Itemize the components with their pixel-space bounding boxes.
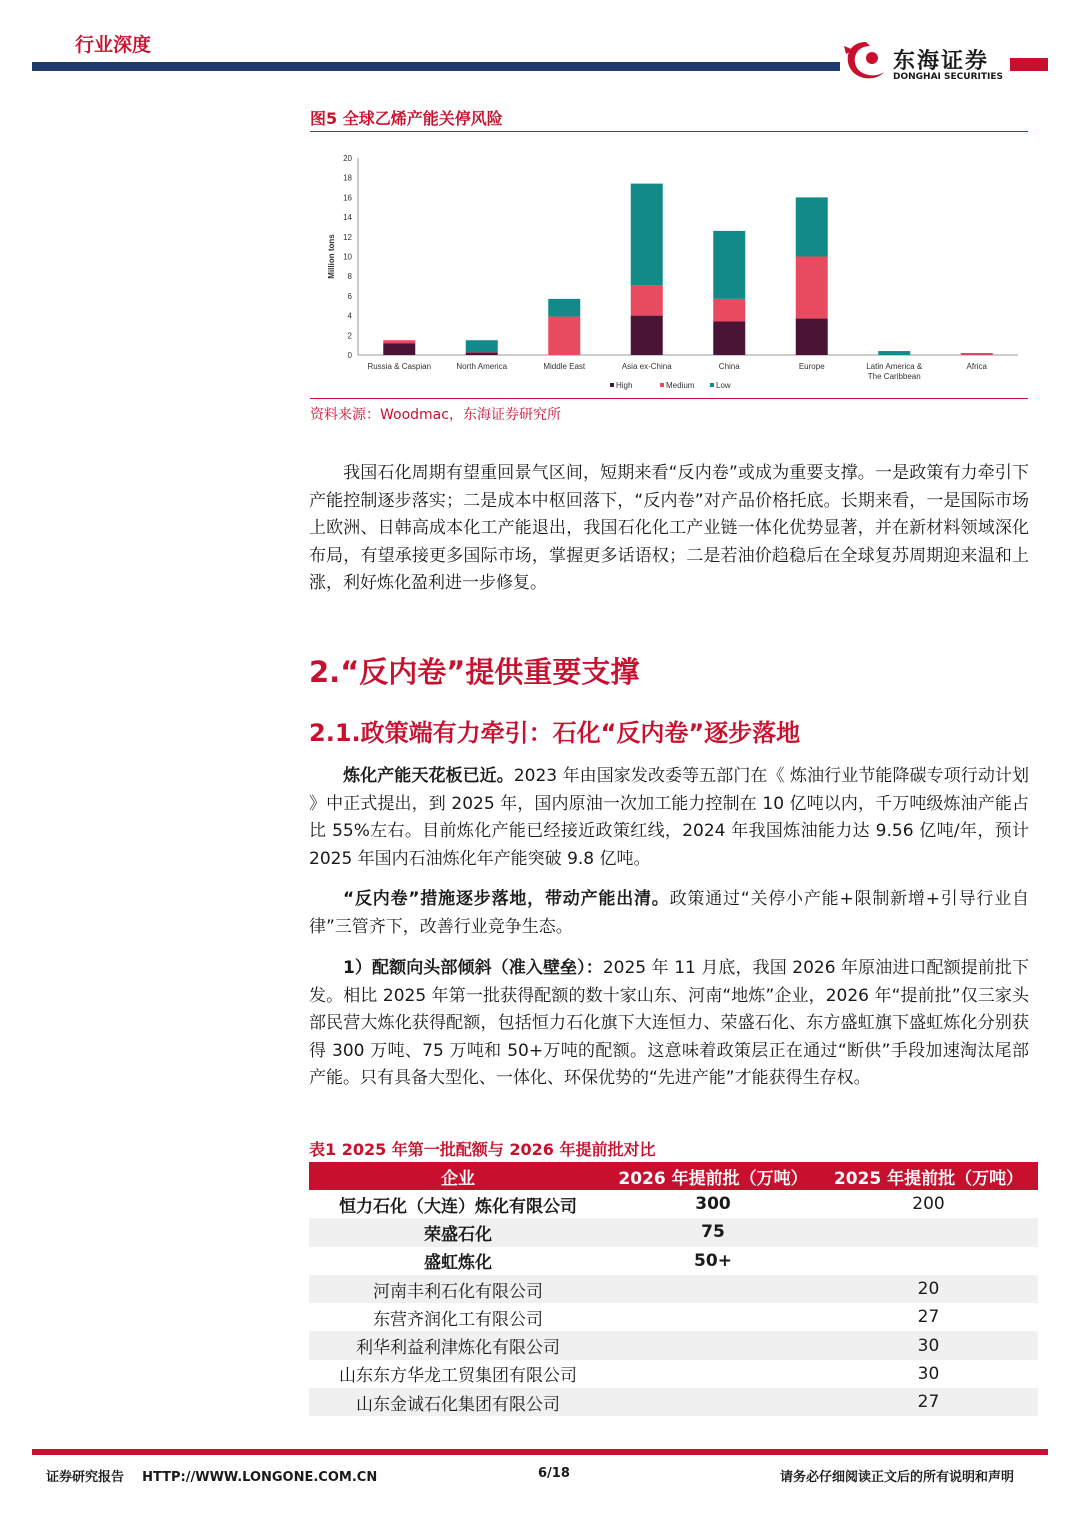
table-cell-company: 恒力石化（大连）炼化有限公司 (339, 1196, 577, 1217)
table-cell-company: 山东金诚石化集团有限公司 (309, 1388, 607, 1416)
table-cell-2025 (819, 1247, 1038, 1275)
x-tick-label: The Caribbean (867, 372, 921, 381)
bar-low-segment (466, 340, 498, 352)
quota-table (309, 1162, 1038, 1416)
bar-low-segment (796, 197, 828, 256)
x-tick-label: Latin America & (866, 362, 923, 371)
bar-low-segment (713, 231, 745, 299)
y-axis-label: Million tons (327, 234, 336, 279)
bar-medium-segment (383, 340, 415, 343)
table-cell-2026 (607, 1331, 819, 1359)
table-cell-company: 山东东方华龙工贸集团有限公司 (339, 1366, 577, 1387)
table-cell-2025: 27 (917, 1307, 940, 1328)
paragraph-quota (309, 955, 1029, 1093)
bar-high-segment (796, 319, 828, 355)
x-tick-label: Europe (798, 362, 825, 371)
table-row (309, 1331, 1038, 1359)
table-cell-2025: 200 (912, 1194, 945, 1215)
x-tick-label: Russia & Caspian (367, 362, 432, 371)
paragraph-quota-text: 2025 年 11 月底，我国 2026 年原油进口配额提前批下发。相比 2025 年第一批获得配额的数十家山东、河南“地炼”企业，2026 年“提前批”仅三家头部民营大炼化获得配额，包括恒力石化旗下大连恒力、荣盛石化、东方盛虹旗下盛虹炼化分别获得 300 万吨、75 万吨和 50+万吨的配额。这意味着政策层正在通过“断供”手段加速淘汰尾部产能。只有具备大型化、一体化、环保优势的“先进产能”才能获得生存权。 (309, 958, 1029, 1088)
y-tick-label: 8 (347, 272, 352, 282)
table-cell-2025: 30 (917, 1363, 940, 1384)
table-cell-2025 (819, 1218, 1038, 1246)
paragraph-measures (309, 886, 1029, 941)
y-tick-label: 20 (343, 154, 352, 163)
y-tick-label: 2 (347, 331, 352, 341)
y-tick-label: 10 (343, 252, 352, 262)
table-cell-2026: 300 (695, 1194, 731, 1215)
table-row (309, 1360, 1038, 1388)
header-accent-bar (1010, 58, 1048, 71)
paragraph-measures-lead: “反内卷”措施逐步落地，带动产能出清。 (343, 889, 670, 909)
bar-medium-segment (796, 257, 828, 319)
table-row (309, 1247, 1038, 1275)
table-row (309, 1388, 1038, 1416)
y-tick-label: 14 (343, 213, 352, 223)
table-cell-2026: 50+ (694, 1250, 732, 1271)
figure-source: 资料来源：Woodmac，东海证券研究所 (310, 407, 561, 423)
table-cell-2026 (607, 1388, 819, 1416)
y-tick-label: 16 (343, 193, 352, 203)
y-tick-label: 6 (347, 291, 352, 301)
bar-medium-segment (548, 317, 580, 355)
x-tick-label: Africa (966, 362, 987, 371)
logo-text-cn: 东海证券 (893, 49, 990, 74)
legend-swatch (710, 383, 714, 387)
table-cell-company: 盛虹炼化 (424, 1253, 492, 1274)
table-header-2025: 2025 年提前批（万吨） (819, 1162, 1038, 1190)
bar-medium-segment (631, 285, 663, 316)
bar-high-segment (631, 316, 663, 355)
paragraph-measures-text: 政策通过“关停小产能+限制新增+引导行业自律”三管齐下，改善行业竞争生态。 (309, 889, 1029, 937)
table-row (309, 1218, 1038, 1246)
legend-swatch (610, 383, 614, 387)
x-tick-label: Asia ex-China (621, 362, 672, 371)
table-row (309, 1190, 1038, 1218)
bar-high-segment (466, 353, 498, 355)
bar-medium-segment (713, 299, 745, 322)
table-header-row (309, 1162, 1038, 1190)
paragraph-capacity-ceiling (309, 763, 1029, 873)
x-tick-label: Middle East (543, 362, 586, 371)
table-cell-company: 河南丰利石化有限公司 (309, 1275, 607, 1303)
header-section-title: 行业深度 (75, 34, 152, 56)
table-header-company: 企业 (309, 1162, 607, 1190)
legend-label: Medium (666, 381, 695, 390)
y-tick-label: 0 (347, 351, 352, 360)
table-cell-2026 (607, 1303, 819, 1331)
donghai-logo-icon (836, 36, 896, 84)
subsection-heading: 2.1.政策端有力牵引：石化“反内卷”逐步落地 (309, 719, 801, 747)
table-cell-2026 (607, 1360, 819, 1388)
table-cell-company: 荣盛石化 (309, 1218, 607, 1246)
bar-high-segment (383, 343, 415, 355)
paragraph-capacity-ceiling-text: 2023 年由国家发改委等五部门在《 炼油行业节能降碳专项行动计划 》中正式提出，到 2025 年，国内原油一次加工能力控制在 10 亿吨以内，千万吨级炼油产能占比 55%左右。目前炼化产能已经接近政策红线，2024 年我国炼油能力达 9.56 亿吨/年，预计 2025 年国内石油炼化年产能突破 9.8 亿吨。 (309, 766, 1029, 869)
footer-bar (32, 1449, 1048, 1455)
table-row (309, 1275, 1038, 1303)
paragraph-quota-lead: 1）配额向头部倾斜（准入壁垒）： (343, 958, 603, 978)
bar-medium-segment (961, 354, 993, 355)
y-tick-label: 4 (347, 311, 352, 321)
figure-title: 图5 全球乙烯产能关停风险 (310, 109, 503, 128)
table-cell-2025: 30 (819, 1331, 1038, 1359)
table-row (309, 1303, 1038, 1331)
y-tick-label: 18 (343, 173, 352, 183)
table-title: 表1 2025 年第一批配额与 2026 年提前批对比 (309, 1140, 656, 1159)
ethylene-capacity-chart (310, 140, 1028, 395)
paragraph-outlook (309, 460, 1029, 598)
legend-label: Low (716, 381, 731, 390)
logo-text-en: DONGHAI SECURITIES (893, 72, 1003, 82)
bar-low-segment (631, 184, 663, 285)
table-header-2026: 2026 年提前批（万吨） (607, 1162, 819, 1190)
legend-swatch (660, 383, 664, 387)
paragraph-capacity-ceiling-lead: 炼化产能天花板已近。 (343, 766, 514, 786)
table-cell-company: 东营齐润化工有限公司 (373, 1309, 543, 1330)
table-cell-2025: 20 (819, 1275, 1038, 1303)
bar-high-segment (713, 322, 745, 355)
section-heading: 2.“反内卷”提供重要支撑 (309, 655, 640, 689)
footer-page-number: 6/18 (538, 1466, 570, 1481)
table-cell-2025: 27 (819, 1388, 1038, 1416)
figure-top-rule (310, 131, 1028, 132)
figure-bottom-rule (310, 398, 1028, 399)
paragraph-outlook-text: 我国石化周期有望重回景气区间，短期来看“反内卷”或成为重要支撑。一是政策有力牵引下产能控制逐步落实；二是成本中枢回落下，“反内卷”对产品价格托底。长期来看，一是国际市场上欧洲、日韩高成本化工产能退出，我国石化化工产业链一体化优势显著，并在新材料领域深化布局，有望承接更多国际市场，掌握更多话语权；二是若油价趋稳后在全球复苏周期迎来温和上涨，利好炼化盈利进一步修复。 (309, 463, 1029, 593)
header-bar (32, 62, 840, 71)
bar-low-segment (878, 351, 910, 355)
footer-report-url: 证券研究报告 HTTP://WWW.LONGONE.COM.CN (46, 1470, 378, 1485)
y-tick-label: 12 (343, 232, 352, 242)
table-cell-company: 利华利益利津炼化有限公司 (309, 1331, 607, 1359)
table-cell-2026: 75 (607, 1218, 819, 1246)
legend-label: High (616, 381, 633, 390)
bar-low-segment (548, 299, 580, 317)
footer-disclaimer: 请务必仔细阅读正文后的所有说明和声明 (780, 1470, 1015, 1485)
x-tick-label: North America (456, 362, 508, 371)
x-tick-label: China (718, 362, 740, 371)
table-cell-2026 (607, 1275, 819, 1303)
